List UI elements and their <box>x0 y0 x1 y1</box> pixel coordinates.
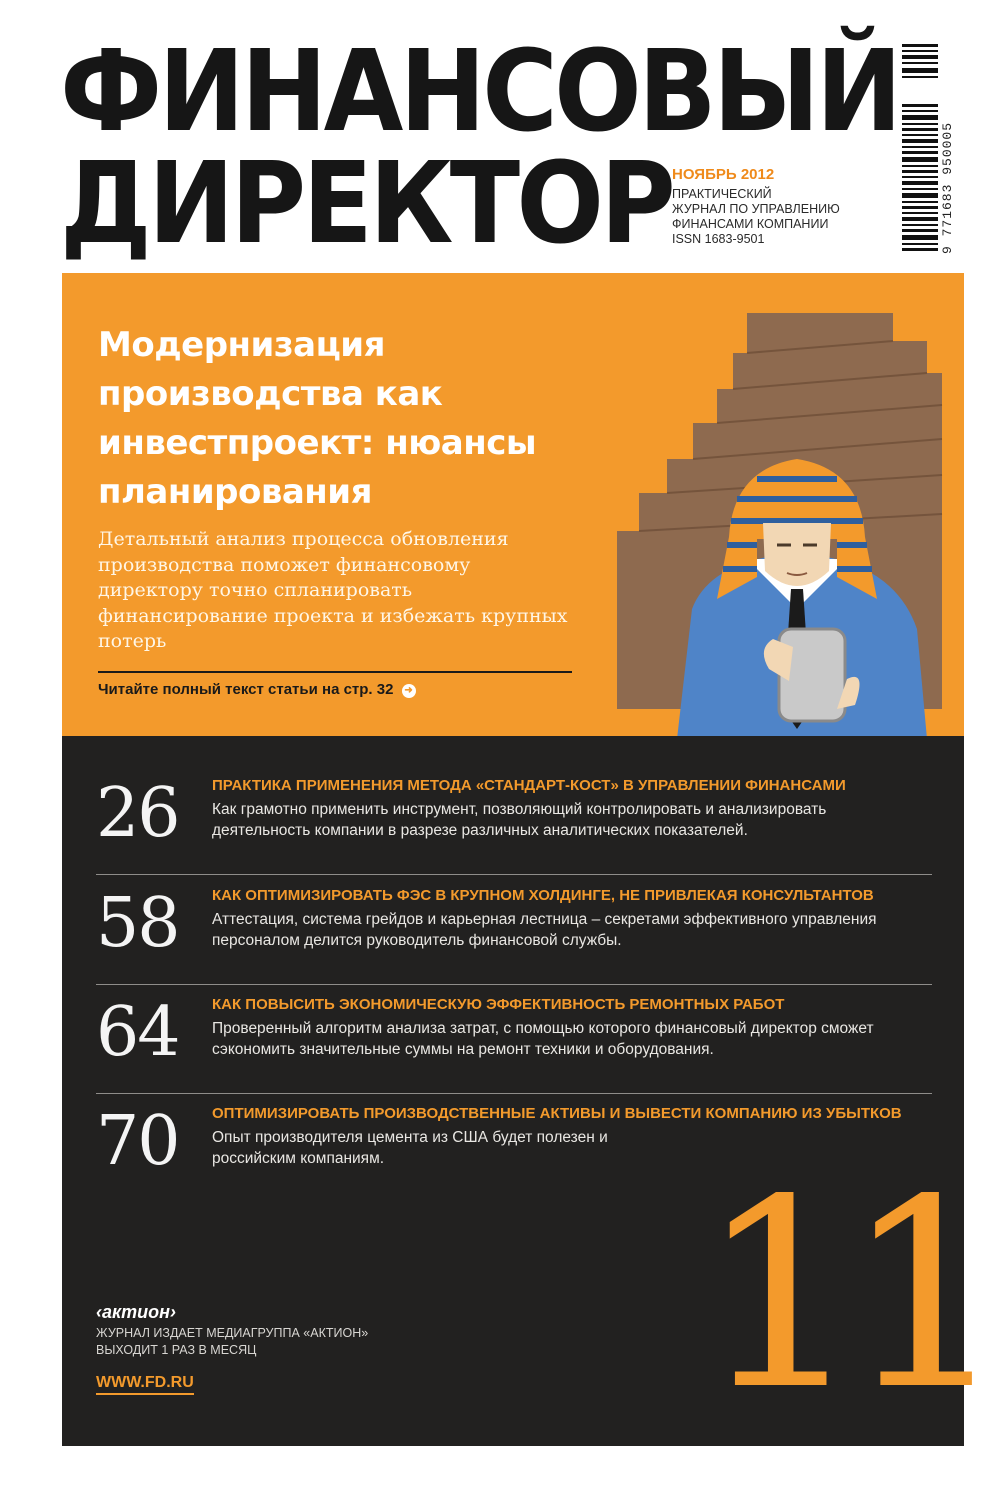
toc-headline: КАК ПОВЫСИТЬ ЭКОНОМИЧЕСКУЮ ЭФФЕКТИВНОСТЬ РЕМОНТНЫХ РАБОТ <box>212 996 785 1013</box>
toc-headline: КАК ОПТИМИЗИРОВАТЬ ФЭС В КРУПНОМ ХОЛДИНГЕ, НЕ ПРИВЛЕКАЯ КОНСУЛЬТАНТОВ <box>212 887 874 904</box>
barcode-number: 9 771683 950005 <box>940 121 955 254</box>
toc-page-number: 70 <box>96 1102 179 1181</box>
publisher-info: ЖУРНАЛ ИЗДАЕТ МЕДИАГРУППА «АКТИОН» <box>96 1326 369 1340</box>
feature-title: Модернизация производства как инвестпроект: нюансы планирования <box>98 325 537 512</box>
divider <box>98 671 572 673</box>
website-link[interactable]: WWW.FD.RU <box>96 1374 194 1395</box>
magazine-title-line2: ДИРЕКТОР <box>60 139 673 269</box>
issn: ISSN 1683-9501 <box>672 232 765 246</box>
feature-lead: Детальный анализ процесса обновления производства поможет финансовому директору точно спланировать финансирование проекта и избежать крупных потерь <box>98 528 568 652</box>
contents-section <box>62 736 989 1447</box>
toc-headline: ПРАКТИКА ПРИМЕНЕНИЯ МЕТОДА «СТАНДАРТ-КОСТ» В УПРАВЛЕНИИ ФИНАНСАМИ <box>212 777 846 794</box>
issue-number: 11 <box>698 1145 989 1447</box>
toc-page-number: 58 <box>96 884 179 963</box>
tagline-line: ПРАКТИЧЕСКИЙ <box>672 187 772 201</box>
toc-description: Как грамотно применить инструмент, позволяющий контролировать и анализировать деятельность компании в разрезе различных аналитических показателей. <box>212 801 827 839</box>
barcode-icon <box>902 44 938 254</box>
arrow-right-icon: ➜ <box>402 684 416 698</box>
toc-page-number: 64 <box>96 993 179 1072</box>
toc-page-number: 26 <box>96 774 179 853</box>
pharaoh-businessman-illustration-icon <box>597 309 964 736</box>
issue-date: НОЯБРЬ 2012 <box>672 166 775 183</box>
feature-read-more[interactable] <box>98 681 416 698</box>
barcode <box>902 44 962 254</box>
cover-feature <box>62 273 964 736</box>
toc-description: Проверенный алгоритм анализа затрат, с помощью которого финансовый директор сможет сэкономить значительные суммы на ремонт техники и оборудования. <box>212 1020 874 1058</box>
toc-item[interactable] <box>96 985 932 1094</box>
toc-description: Опыт производителя цемента из США будет полезен и российским компаниям. <box>212 1129 608 1167</box>
toc-item[interactable] <box>96 876 932 985</box>
tagline-line: ФИНАНСАМИ КОМПАНИИ <box>672 217 829 231</box>
toc-description: Аттестация, система грейдов и карьерная лестница – секретами эффективного управления персоналом делится руководитель финансовой службы. <box>212 911 877 949</box>
toc-headline: ОПТИМИЗИРОВАТЬ ПРОИЗВОДСТВЕННЫЕ АКТИВЫ И ВЫВЕСТИ КОМПАНИЮ ИЗ УБЫТКОВ <box>212 1105 902 1122</box>
magazine-title-line1: ФИНАНСОВЫЙ <box>60 27 899 157</box>
feature-cta-label: Читайте полный текст статьи на стр. 32 <box>98 681 394 698</box>
tagline-line: ЖУРНАЛ ПО УПРАВЛЕНИЮ <box>672 202 840 216</box>
publication-frequency: ВЫХОДИТ 1 РАЗ В МЕСЯЦ <box>96 1343 257 1357</box>
publisher-logo: ‹актион› <box>96 1302 176 1322</box>
toc-item[interactable] <box>96 766 932 875</box>
issue-info <box>672 166 892 247</box>
